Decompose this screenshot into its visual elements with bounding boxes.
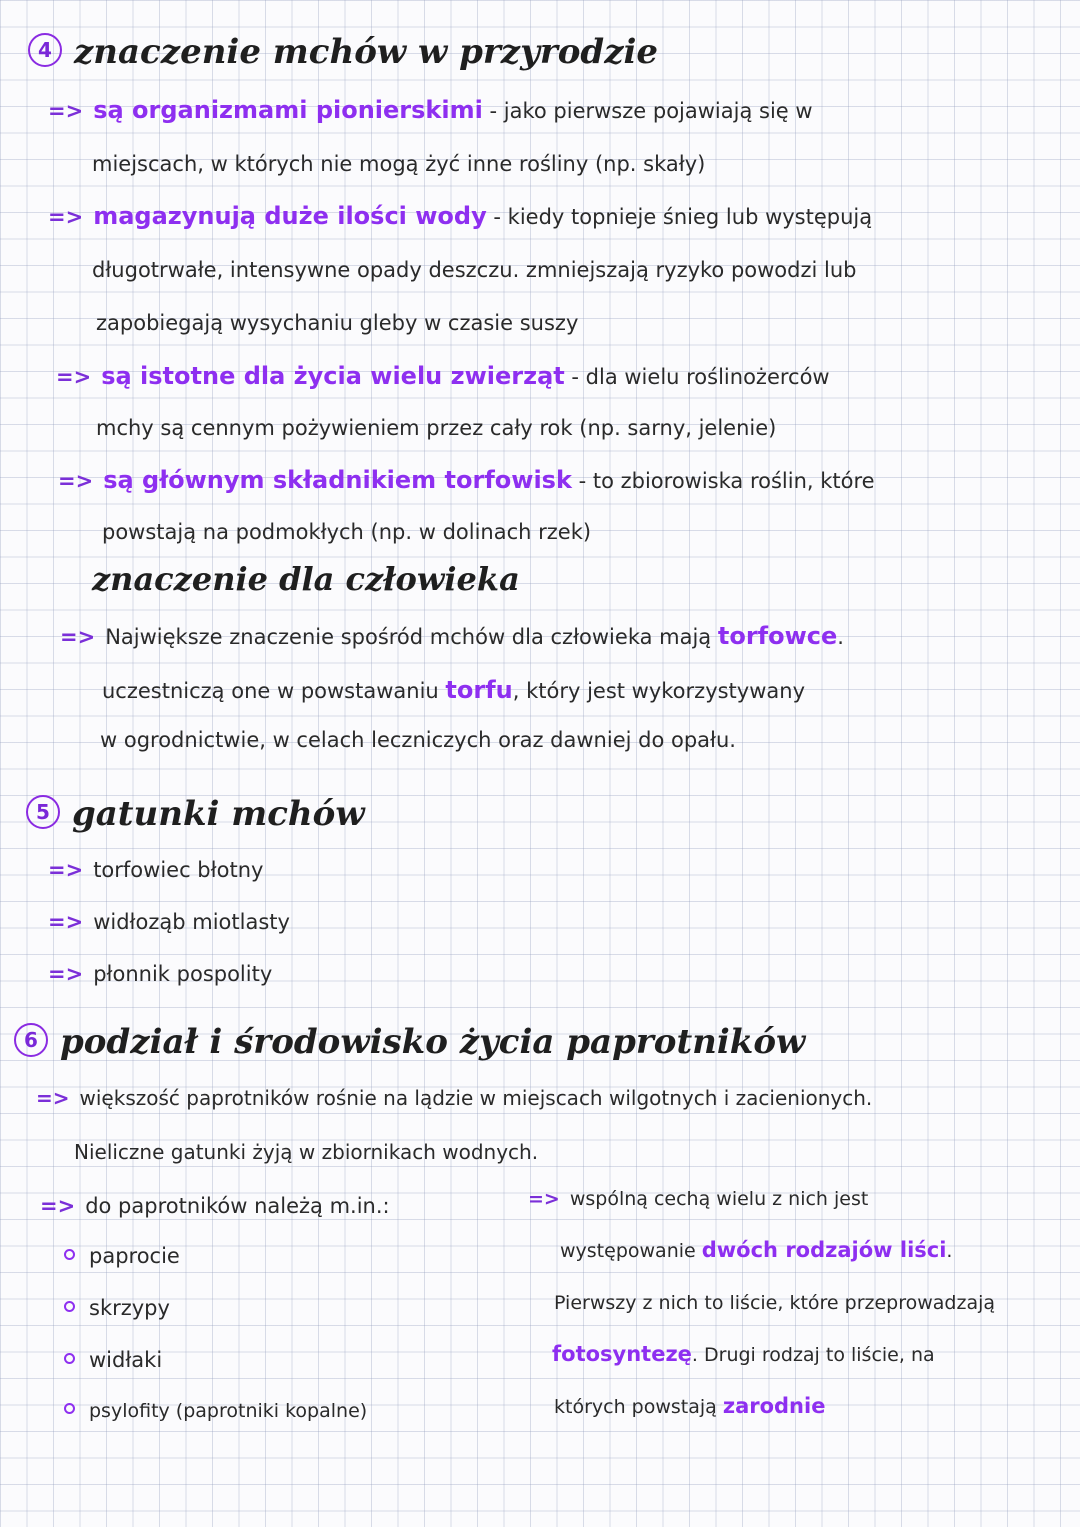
section-5-number: 5 bbox=[26, 795, 60, 829]
s6-left-title bbox=[40, 1194, 390, 1218]
s6-list-item bbox=[64, 1296, 170, 1320]
s6-list-item-text: psylofity (paprotniki kopalne) bbox=[89, 1400, 368, 1422]
s4-human-line-1-hl: torfowce bbox=[717, 622, 838, 650]
s6-right-line-2 bbox=[560, 1238, 952, 1262]
arrow-icon: => bbox=[48, 910, 84, 934]
arrow-icon: => bbox=[36, 1086, 70, 1110]
section-4-heading bbox=[28, 32, 658, 72]
arrow-icon: => bbox=[48, 205, 84, 229]
section-5-heading bbox=[26, 794, 365, 834]
s4-human-line-1-text: Największe znaczenie spośród mchów dla człowieka mają bbox=[105, 625, 718, 649]
s6-list-item-text: widłaki bbox=[89, 1348, 163, 1372]
s6-list-item bbox=[64, 1400, 367, 1422]
s4-human-line-2-end: , który jest wykorzystywany bbox=[512, 679, 806, 703]
s6-list-item bbox=[64, 1348, 162, 1372]
arrow-icon: => bbox=[48, 962, 84, 986]
s4-item-3-rest: - dla wielu roślinożerców bbox=[564, 365, 830, 389]
arrow-icon: => bbox=[48, 99, 84, 123]
s4-item-3-cont: mchy są cennym pożywieniem przez cały rok (np. sarny, jelenie) bbox=[96, 416, 777, 440]
arrow-icon: => bbox=[528, 1188, 560, 1210]
s4-item-1-cont: miejscach, w których nie mogą żyć inne rośliny (np. skały) bbox=[92, 152, 706, 176]
s4-item-2 bbox=[48, 202, 872, 230]
s5-item-2 bbox=[48, 910, 290, 934]
section-5-title: gatunki mchów bbox=[72, 794, 365, 834]
section-4-title: znaczenie mchów w przyrodzie bbox=[74, 32, 659, 72]
s6-left-title-text: do paprotników należą m.in.: bbox=[85, 1194, 390, 1218]
s4-item-2-bold: magazynują duże ilości wody bbox=[93, 202, 487, 230]
s5-item-1 bbox=[48, 858, 263, 882]
s6-right-line-1-text: wspólną cechą wielu z nich jest bbox=[569, 1188, 869, 1210]
s5-item-3 bbox=[48, 962, 272, 986]
s4-item-2-rest: - kiedy topnieje śnieg lub występują bbox=[486, 205, 873, 229]
s6-list-item-text: paprocie bbox=[89, 1244, 180, 1268]
s4-item-3-bold: są istotne dla życia wielu zwierząt bbox=[101, 362, 565, 390]
arrow-icon: => bbox=[60, 625, 96, 649]
s5-item-2-text: widłoząb miotlasty bbox=[93, 910, 290, 934]
bullet-icon bbox=[64, 1403, 75, 1414]
s4-item-4 bbox=[58, 466, 875, 494]
s4-subheading: znaczenie dla człowieka bbox=[92, 560, 520, 598]
s4-item-1-rest: - jako pierwsze pojawiają się w bbox=[482, 99, 813, 123]
s4-item-3 bbox=[56, 362, 830, 390]
s6-right-line-3: Pierwszy z nich to liście, które przeprowadzają bbox=[554, 1292, 996, 1314]
arrow-icon: => bbox=[58, 469, 94, 493]
s6-list-item bbox=[64, 1244, 180, 1268]
s6-right-line-4 bbox=[552, 1342, 935, 1366]
s4-item-2-cont-2: zapobiegają wysychaniu gleby w czasie suszy bbox=[96, 311, 579, 335]
s6-right-line-5-hl: zarodnie bbox=[722, 1394, 826, 1418]
s4-human-line-1 bbox=[60, 622, 844, 650]
s4-human-line-3: w ogrodnictwie, w celach leczniczych oraz dawniej do opału. bbox=[100, 728, 736, 752]
section-4-number: 4 bbox=[28, 33, 62, 67]
s6-right-line-4-hl: fotosyntezę bbox=[552, 1342, 692, 1366]
bullet-icon bbox=[64, 1353, 75, 1364]
s6-intro-1-text: większość paprotników rośnie na lądzie w miejscach wilgotnych i zacienionych. bbox=[79, 1086, 873, 1110]
s6-right-line-4-text: . Drugi rodzaj to liście, na bbox=[691, 1344, 935, 1366]
arrow-icon: => bbox=[56, 365, 92, 389]
section-6-number: 6 bbox=[14, 1023, 48, 1057]
s6-intro-1 bbox=[36, 1086, 872, 1110]
s6-right-line-2-hl: dwóch rodzajów liści bbox=[701, 1238, 947, 1262]
s4-human-line-2-hl: torfu bbox=[445, 676, 513, 704]
s4-item-4-bold: są głównym składnikiem torfowisk bbox=[103, 466, 572, 494]
s4-item-4-rest: - to zbiorowiska roślin, które bbox=[571, 469, 875, 493]
arrow-icon: => bbox=[48, 858, 84, 882]
section-6-title: podział i środowisko życia paprotników bbox=[60, 1022, 806, 1062]
s6-right-line-2-text: występowanie bbox=[560, 1240, 702, 1262]
s6-list-item-text: skrzypy bbox=[89, 1296, 170, 1320]
s4-item-4-cont: powstają na podmokłych (np. w dolinach rzek) bbox=[102, 520, 592, 544]
s4-human-line-2 bbox=[102, 676, 805, 704]
s6-right-line-1 bbox=[528, 1188, 868, 1210]
s5-item-1-text: torfowiec błotny bbox=[93, 858, 264, 882]
arrow-icon: => bbox=[40, 1194, 76, 1218]
s6-intro-2: Nieliczne gatunki żyją w zbiornikach wodnych. bbox=[74, 1140, 539, 1164]
bullet-icon bbox=[64, 1301, 75, 1312]
s4-item-1 bbox=[48, 96, 813, 124]
s6-right-line-5 bbox=[554, 1394, 825, 1418]
s6-right-line-5-text: których powstają bbox=[554, 1396, 723, 1418]
s4-item-2-cont-1: długotrwałe, intensywne opady deszczu. zmniejszają ryzyko powodzi lub bbox=[92, 258, 857, 282]
s4-human-line-2-text: uczestniczą one w powstawaniu bbox=[102, 679, 446, 703]
s5-item-3-text: płonnik pospolity bbox=[93, 962, 273, 986]
bullet-icon bbox=[64, 1249, 75, 1260]
s4-human-line-1-end: . bbox=[837, 625, 844, 649]
section-6-heading bbox=[14, 1022, 805, 1062]
s6-right-line-2-end: . bbox=[946, 1240, 953, 1262]
s4-item-1-bold: są organizmami pionierskimi bbox=[93, 96, 483, 124]
